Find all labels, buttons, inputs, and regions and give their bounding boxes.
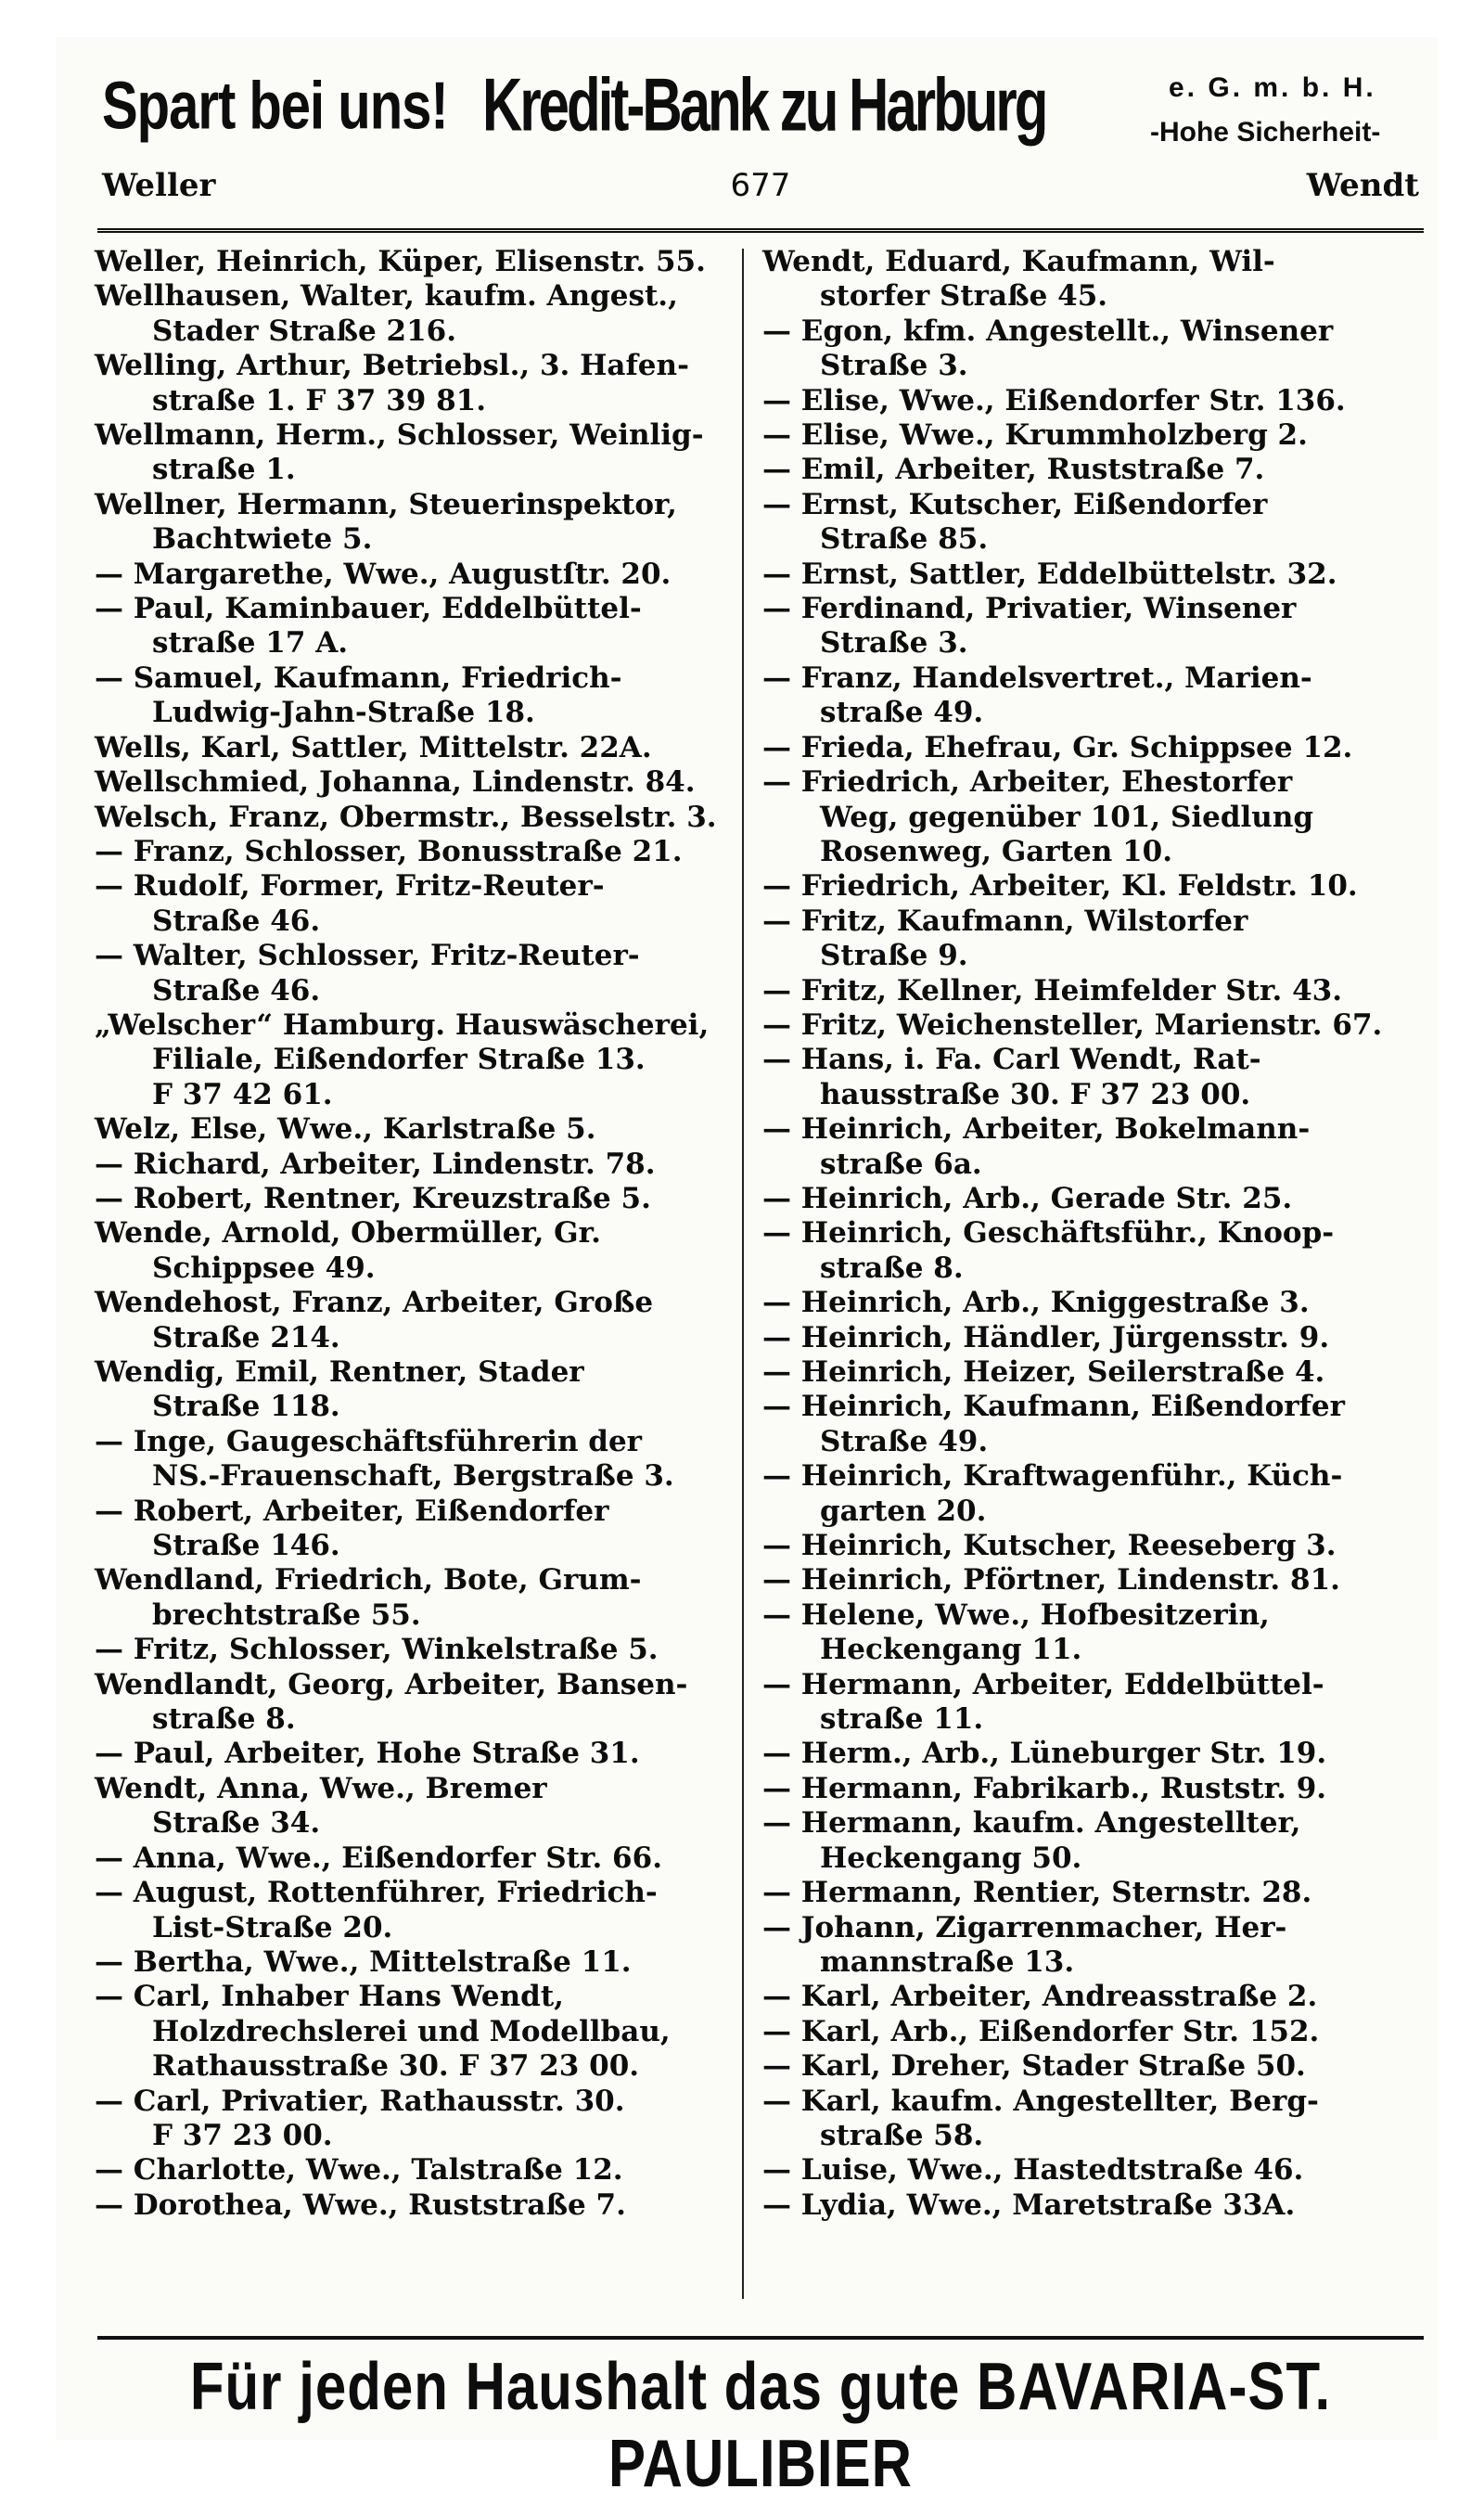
directory-entry: — Fritz, Kaufmann, Wilstorfer Straße 9. <box>762 904 1248 973</box>
directory-entry: — Rudolf, Former, Fritz-Reuter- Straße 46. <box>95 869 605 938</box>
directory-entry: — Karl, Arb., Eißendorfer Str. 152. <box>762 2014 1320 2048</box>
directory-entry: — Paul, Arbeiter, Hohe Straße 31. <box>95 1737 640 1771</box>
directory-entry: Wende, Arnold, Obermüller, Gr. Schippsee 49. <box>95 1216 601 1285</box>
directory-entry: Wendt, Anna, Wwe., Bremer Straße 34. <box>95 1771 547 1841</box>
directory-entry: — Heinrich, Geschäftsführ., Knoop- straße 8. <box>762 1216 1335 1285</box>
directory-entry: — Heinrich, Arb., Kniggestraße 3. <box>762 1286 1310 1320</box>
directory-entry: Wendland, Friedrich, Bote, Grum- brechtstraße 55. <box>95 1563 642 1632</box>
directory-entry: — Egon, kfm. Angestellt., Winsener Straße 3. <box>762 314 1334 383</box>
directory-entry: — Hermann, Rentier, Sternstr. 28. <box>762 1876 1312 1910</box>
directory-page <box>56 37 1438 2501</box>
top-advertisement <box>102 54 1419 156</box>
directory-entry: — Luise, Wwe., Hastedtstraße 46. <box>762 2153 1304 2188</box>
directory-entry: — Walter, Schlosser, Fritz-Reuter- Straße 46. <box>95 939 640 1007</box>
directory-entry: — Anna, Wwe., Eißendorfer Str. 66. <box>95 1841 662 1875</box>
directory-entry: — Heinrich, Kraftwagenführ., Küch- garten 20. <box>762 1459 1343 1528</box>
directory-entry: Welz, Else, Wwe., Karlstraße 5. <box>95 1112 596 1147</box>
directory-entry: Weller, Heinrich, Küper, Elisenstr. 55. <box>95 245 706 278</box>
directory-entry: Wellmann, Herm., Schlosser, Weinlig- straße 1. <box>95 418 704 487</box>
directory-entry: — Hermann, Fabrikarb., Ruststr. 9. <box>762 1771 1327 1805</box>
directory-entry: — Ernst, Sattler, Eddelbüttelstr. 32. <box>762 557 1337 591</box>
directory-entry: — Charlotte, Wwe., Talstraße 12. <box>95 2153 623 2188</box>
directory-entry: Wendlandt, Georg, Arbeiter, Bansen- straße 8. <box>95 1667 688 1737</box>
directory-entry: — Inge, Gaugeschäftsführerin der NS.-Frauenschaft, Bergstraße 3. <box>95 1424 674 1494</box>
directory-entry: — Fritz, Schlosser, Winkelstraße 5. <box>95 1633 659 1667</box>
directory-entry: Wells, Karl, Sattler, Mittelstr. 22A. <box>95 730 652 764</box>
directory-entry: — Herm., Arb., Lüneburger Str. 19. <box>762 1737 1327 1771</box>
directory-entry: „Welscher“ Hamburg. Hauswäscherei, Filiale, Eißendorfer Straße 13. F 37 42 61. <box>95 1007 710 1111</box>
directory-entry: — Karl, kaufm. Angestellter, Berg- straße 58. <box>762 2084 1319 2152</box>
directory-entry: — Hans, i. Fa. Carl Wendt, Rat- hausstraße 30. F 37 23 00. <box>762 1043 1261 1111</box>
directory-entry: — Heinrich, Kutscher, Reeseberg 3. <box>762 1529 1337 1563</box>
directory-entry: Wendig, Emil, Rentner, Stader Straße 118. <box>95 1355 584 1424</box>
ad-beer-slogan: Für jeden Haushalt das gute BAVARIA-ST. PAULIBIER <box>189 2349 1332 2501</box>
directory-entry: — Frieda, Ehefrau, Gr. Schippsee 12. <box>762 730 1353 764</box>
directory-entry: — Carl, Inhaber Hans Wendt, Holzdrechslerei und Modellbau, Rathausstraße 30. F 37 23 00. <box>95 1980 671 2084</box>
directory-entry: — Bertha, Wwe., Mittelstraße 11. <box>95 1944 632 1979</box>
directory-entry: — Karl, Arbeiter, Andreasstraße 2. <box>762 1980 1318 2014</box>
directory-entry: — Carl, Privatier, Rathausstr. 30. F 37 23 00. <box>95 2084 625 2152</box>
directory-entry: — Friedrich, Arbeiter, Ehestorfer Weg, gegenüber 101, Siedlung Rosenweg, Garten 10. <box>762 765 1314 868</box>
directory-entry: — Richard, Arbeiter, Lindenstr. 78. <box>95 1147 656 1181</box>
directory-entry: — Franz, Schlosser, Bonusstraße 21. <box>95 834 683 868</box>
directory-entry: — Paul, Kaminbauer, Eddelbüttel- straße 17 A. <box>95 592 642 661</box>
left-column <box>95 245 730 2223</box>
directory-entry: — Elise, Wwe., Krummholzberg 2. <box>762 418 1308 453</box>
page-header <box>102 167 1419 223</box>
directory-entry: Wendt, Eduard, Kaufmann, Wil- storfer Straße 45. <box>762 245 1275 314</box>
directory-entry: Wellner, Hermann, Steuerinspektor, Bachtwiete 5. <box>95 487 677 557</box>
directory-entry: — Robert, Rentner, Kreuzstraße 5. <box>95 1181 651 1215</box>
header-last-entry: Wendt <box>1306 167 1419 204</box>
directory-entry: Wendehost, Franz, Arbeiter, Große Straße 214. <box>95 1286 654 1354</box>
directory-entry: — August, Rottenführer, Friedrich- List-Straße 20. <box>95 1876 658 1944</box>
directory-entry: Wellhausen, Walter, kaufm. Angest., Stader Straße 216. <box>95 279 678 348</box>
ad-slogan: Spart bei uns! <box>102 68 448 144</box>
bottom-advertisement <box>102 2349 1419 2501</box>
directory-entry: — Fritz, Kellner, Heimfelder Str. 43. <box>762 973 1342 1007</box>
page-number: 677 <box>730 167 791 204</box>
ad-tagline: -Hohe Sicherheit- <box>1150 117 1381 148</box>
header-rule <box>97 228 1424 233</box>
directory-entry: — Heinrich, Pförtner, Lindenstr. 81. <box>762 1563 1340 1597</box>
ad-bank-name: Kredit-Bank zu Harburg <box>482 62 1046 147</box>
directory-entry: — Heinrich, Kaufmann, Eißendorfer Straße 49. <box>762 1390 1345 1458</box>
directory-entry: — Hermann, Arbeiter, Eddelbüttel- straße 11. <box>762 1667 1324 1737</box>
directory-entry: — Heinrich, Heizer, Seilerstraße 4. <box>762 1355 1325 1389</box>
directory-entry: — Heinrich, Händler, Jürgensstr. 9. <box>762 1320 1330 1354</box>
directory-entry: Welling, Arthur, Betriebsl., 3. Hafen- straße 1. F 37 39 81. <box>95 349 689 417</box>
directory-entry: — Hermann, kaufm. Angestellter, Heckengang 50. <box>762 1806 1301 1875</box>
directory-entry: — Friedrich, Arbeiter, Kl. Feldstr. 10. <box>762 869 1358 904</box>
directory-entry: — Emil, Arbeiter, Ruststraße 7. <box>762 453 1265 487</box>
directory-entry: — Fritz, Weichensteller, Marienstr. 67. <box>762 1007 1383 1042</box>
directory-entry: — Karl, Dreher, Stader Straße 50. <box>762 2049 1306 2084</box>
ad-legal-form: e. G. m. b. H. <box>1169 72 1376 103</box>
directory-entry: — Elise, Wwe., Eißendorfer Str. 136. <box>762 383 1346 417</box>
directory-entry: — Helene, Wwe., Hofbesitzerin, Heckengang 11. <box>762 1597 1270 1667</box>
directory-entry: — Margarethe, Wwe., Augustſtr. 20. <box>95 557 672 591</box>
directory-entry: — Samuel, Kaufmann, Friedrich- Ludwig-Jahn-Straße 18. <box>95 661 622 730</box>
directory-entry: — Heinrich, Arb., Gerade Str. 25. <box>762 1181 1293 1215</box>
directory-entry: Welsch, Franz, Obermstr., Besselstr. 3. <box>95 800 717 834</box>
footer-rule <box>97 2336 1424 2340</box>
header-first-entry: Weller <box>102 167 216 204</box>
directory-entry: Wellschmied, Johanna, Lindenstr. 84. <box>95 765 696 800</box>
column-divider <box>742 249 744 2299</box>
directory-entry: — Ernst, Kutscher, Eißendorfer Straße 85. <box>762 487 1268 557</box>
directory-entry: — Dorothea, Wwe., Ruststraße 7. <box>95 2188 626 2222</box>
right-column <box>762 245 1398 2223</box>
directory-entry: — Franz, Handelsvertret., Marien- straße 49. <box>762 661 1312 730</box>
directory-entry: — Ferdinand, Privatier, Winsener Straße 3. <box>762 592 1297 661</box>
directory-entry: — Heinrich, Arbeiter, Bokelmann- straße 6a. <box>762 1112 1311 1181</box>
directory-entry: — Johann, Zigarrenmacher, Her- mannstraße 13. <box>762 1910 1287 1979</box>
directory-entry: — Robert, Arbeiter, Eißendorfer Straße 146. <box>95 1494 609 1563</box>
directory-entry: — Lydia, Wwe., Maretstraße 33A. <box>762 2188 1296 2222</box>
